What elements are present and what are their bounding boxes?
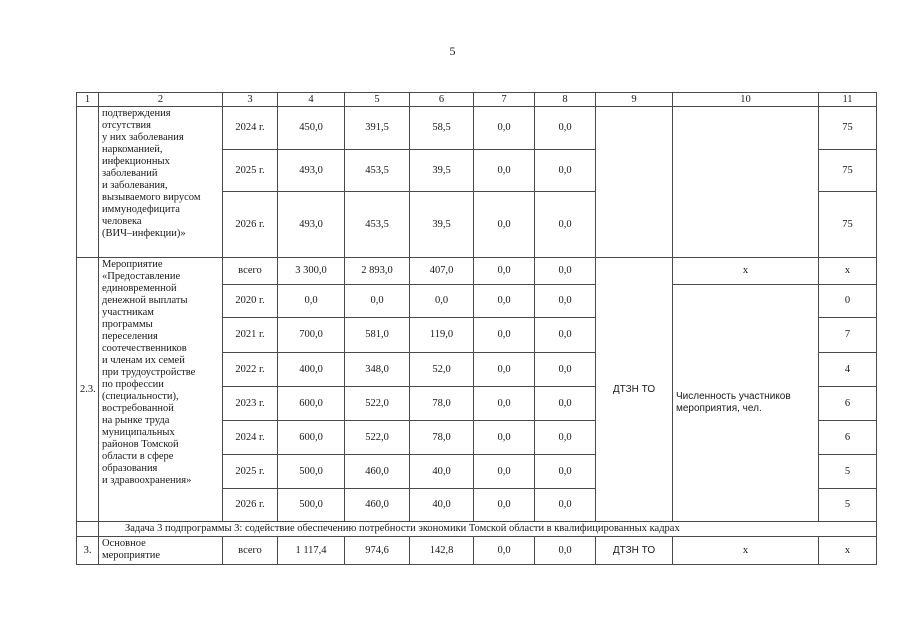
column-header: 10 <box>673 93 819 107</box>
column-header: 9 <box>596 93 673 107</box>
column-header: 6 <box>410 93 474 107</box>
value-cell: 0,0 <box>474 258 535 285</box>
name-line: человека <box>102 216 142 227</box>
value-cell: 58,5 <box>410 107 474 150</box>
table-row <box>77 258 877 285</box>
value-cell: 453,5 <box>345 192 410 258</box>
value-cell: 348,0 <box>345 353 410 387</box>
name-line: наркоманией, <box>102 144 163 155</box>
value-cell: 0,0 <box>474 192 535 258</box>
year-cell: 2022 г. <box>223 353 278 387</box>
indicator-value-cell: 0 <box>819 285 877 318</box>
value-cell: 974,6 <box>345 537 410 565</box>
column-header: 7 <box>474 93 535 107</box>
name-line: и заболевания, <box>102 180 168 191</box>
name-line: при трудоустройстве <box>102 367 196 378</box>
year-cell: 2024 г. <box>223 421 278 455</box>
value-cell: 581,0 <box>345 318 410 353</box>
year-cell: 2023 г. <box>223 387 278 421</box>
value-cell: 0,0 <box>474 285 535 318</box>
column-header: 3 <box>223 93 278 107</box>
value-cell: 460,0 <box>345 455 410 489</box>
year-cell: 2024 г. <box>223 107 278 150</box>
name-line: мероприятие <box>102 550 160 561</box>
table-row <box>77 93 877 107</box>
indicator-name-cell: Численность участников мероприятия, чел. <box>673 285 819 522</box>
indicator-value-cell: 75 <box>819 192 877 258</box>
name-line: по профессии <box>102 379 164 390</box>
name-line: и здравоохранения» <box>102 475 192 486</box>
indicator-value-cell: 6 <box>819 387 877 421</box>
name-line: программы <box>102 319 153 330</box>
column-header: 2 <box>99 93 223 107</box>
name-line: Мероприятие <box>102 259 163 270</box>
value-cell: 40,0 <box>410 489 474 522</box>
name-line: единовременной <box>102 283 177 294</box>
name-line: области в сфере <box>102 451 174 462</box>
year-cell: всего <box>223 258 278 285</box>
table-row <box>77 522 877 537</box>
value-cell: 0,0 <box>535 537 596 565</box>
value-cell: 0,0 <box>535 421 596 455</box>
value-cell: 0,0 <box>474 455 535 489</box>
value-cell: 0,0 <box>535 192 596 258</box>
name-line: вызываемого вирусом <box>102 192 201 203</box>
name-line: и членам их семей <box>102 355 185 366</box>
table-row <box>77 537 877 565</box>
indicator-value-cell: 4 <box>819 353 877 387</box>
value-cell: 450,0 <box>278 107 345 150</box>
executor-cell <box>596 107 673 258</box>
name-line: на рынке труда <box>102 415 170 426</box>
value-cell: 700,0 <box>278 318 345 353</box>
value-cell: 0,0 <box>535 107 596 150</box>
column-header: 5 <box>345 93 410 107</box>
value-cell: 119,0 <box>410 318 474 353</box>
year-cell: 2025 г. <box>223 455 278 489</box>
year-cell: всего <box>223 537 278 565</box>
value-cell: 142,8 <box>410 537 474 565</box>
value-cell: 500,0 <box>278 489 345 522</box>
value-cell: 460,0 <box>345 489 410 522</box>
name-line: иммунодефицита <box>102 204 180 215</box>
year-cell: 2020 г. <box>223 285 278 318</box>
value-cell: 0,0 <box>345 285 410 318</box>
value-cell: 0,0 <box>535 353 596 387</box>
year-cell: 2021 г. <box>223 318 278 353</box>
name-line: образования <box>102 463 158 474</box>
value-cell: 0,0 <box>535 489 596 522</box>
value-cell: 0,0 <box>278 285 345 318</box>
program-table <box>76 92 877 565</box>
name-line: подтверждения <box>102 108 171 119</box>
name-line: переселения <box>102 331 158 342</box>
value-cell: 600,0 <box>278 387 345 421</box>
year-cell: 2025 г. <box>223 150 278 192</box>
value-cell: 391,5 <box>345 107 410 150</box>
value-cell: 500,0 <box>278 455 345 489</box>
indicator-value-cell: х <box>819 258 877 285</box>
name-line: инфекционных <box>102 156 170 167</box>
event-name-cell <box>99 537 223 565</box>
table-row <box>77 107 877 150</box>
name-line: у них заболевания <box>102 132 184 143</box>
indicator-value-cell: 6 <box>819 421 877 455</box>
indicator-value-cell: 75 <box>819 107 877 150</box>
indicator-value-cell: 5 <box>819 489 877 522</box>
value-cell: 0,0 <box>474 150 535 192</box>
row-number-cell: 2.3. <box>77 258 99 522</box>
value-cell: 0,0 <box>535 258 596 285</box>
name-line: Основное <box>102 538 146 549</box>
executor-cell: ДТЗН ТО <box>596 537 673 565</box>
value-cell: 40,0 <box>410 455 474 489</box>
value-cell: 0,0 <box>535 318 596 353</box>
row-number-cell: 3. <box>77 537 99 565</box>
value-cell: 78,0 <box>410 387 474 421</box>
value-cell: 78,0 <box>410 421 474 455</box>
indicator-cell: х <box>673 537 819 565</box>
name-line: заболеваний <box>102 168 158 179</box>
value-cell: 0,0 <box>474 318 535 353</box>
name-line: соотечественников <box>102 343 187 354</box>
name-line: востребованной <box>102 403 174 414</box>
indicator-cell: х <box>673 258 819 285</box>
value-cell: 407,0 <box>410 258 474 285</box>
name-line: денежной выплаты <box>102 295 188 306</box>
name-line: муниципальных <box>102 427 175 438</box>
page-number: 5 <box>449 44 456 58</box>
name-line: районов Томской <box>102 439 179 450</box>
value-cell: 0,0 <box>474 421 535 455</box>
value-cell: 0,0 <box>535 387 596 421</box>
value-cell: 3 300,0 <box>278 258 345 285</box>
name-line: (специальности), <box>102 391 179 402</box>
column-header: 1 <box>77 93 99 107</box>
value-cell: 400,0 <box>278 353 345 387</box>
value-cell: 39,5 <box>410 192 474 258</box>
value-cell: 0,0 <box>410 285 474 318</box>
indicator-value-cell: 75 <box>819 150 877 192</box>
year-cell: 2026 г. <box>223 489 278 522</box>
value-cell: 493,0 <box>278 150 345 192</box>
value-cell: 0,0 <box>474 387 535 421</box>
value-cell: 39,5 <box>410 150 474 192</box>
executor-cell: ДТЗН ТО <box>596 258 673 522</box>
indicator-value-cell: х <box>819 537 877 565</box>
value-cell: 0,0 <box>535 150 596 192</box>
value-cell: 1 117,4 <box>278 537 345 565</box>
task-heading-cell: Задача 3 подпрограммы 3: содействие обеспечению потребности экономики Томской области в квалифицированных кадрах <box>99 522 877 537</box>
name-line: (ВИЧ–инфекции)» <box>102 228 186 239</box>
value-cell: 522,0 <box>345 387 410 421</box>
value-cell: 0,0 <box>474 489 535 522</box>
indicator-value-cell: 7 <box>819 318 877 353</box>
event-name-cell <box>99 107 223 258</box>
name-line: «Предоставление <box>102 271 181 282</box>
row-number-cell <box>77 522 99 537</box>
column-header: 8 <box>535 93 596 107</box>
indicator-cell <box>673 107 819 258</box>
name-line: отсутствия <box>102 120 151 131</box>
value-cell: 0,0 <box>474 107 535 150</box>
value-cell: 0,0 <box>474 537 535 565</box>
column-header: 4 <box>278 93 345 107</box>
value-cell: 522,0 <box>345 421 410 455</box>
value-cell: 493,0 <box>278 192 345 258</box>
value-cell: 600,0 <box>278 421 345 455</box>
value-cell: 52,0 <box>410 353 474 387</box>
name-line: участникам <box>102 307 154 318</box>
value-cell: 0,0 <box>474 353 535 387</box>
indicator-value-cell: 5 <box>819 455 877 489</box>
year-cell: 2026 г. <box>223 192 278 258</box>
row-number-cell <box>77 107 99 258</box>
column-header: 11 <box>819 93 877 107</box>
value-cell: 453,5 <box>345 150 410 192</box>
value-cell: 0,0 <box>535 285 596 318</box>
value-cell: 2 893,0 <box>345 258 410 285</box>
event-name-cell <box>99 258 223 522</box>
value-cell: 0,0 <box>535 455 596 489</box>
